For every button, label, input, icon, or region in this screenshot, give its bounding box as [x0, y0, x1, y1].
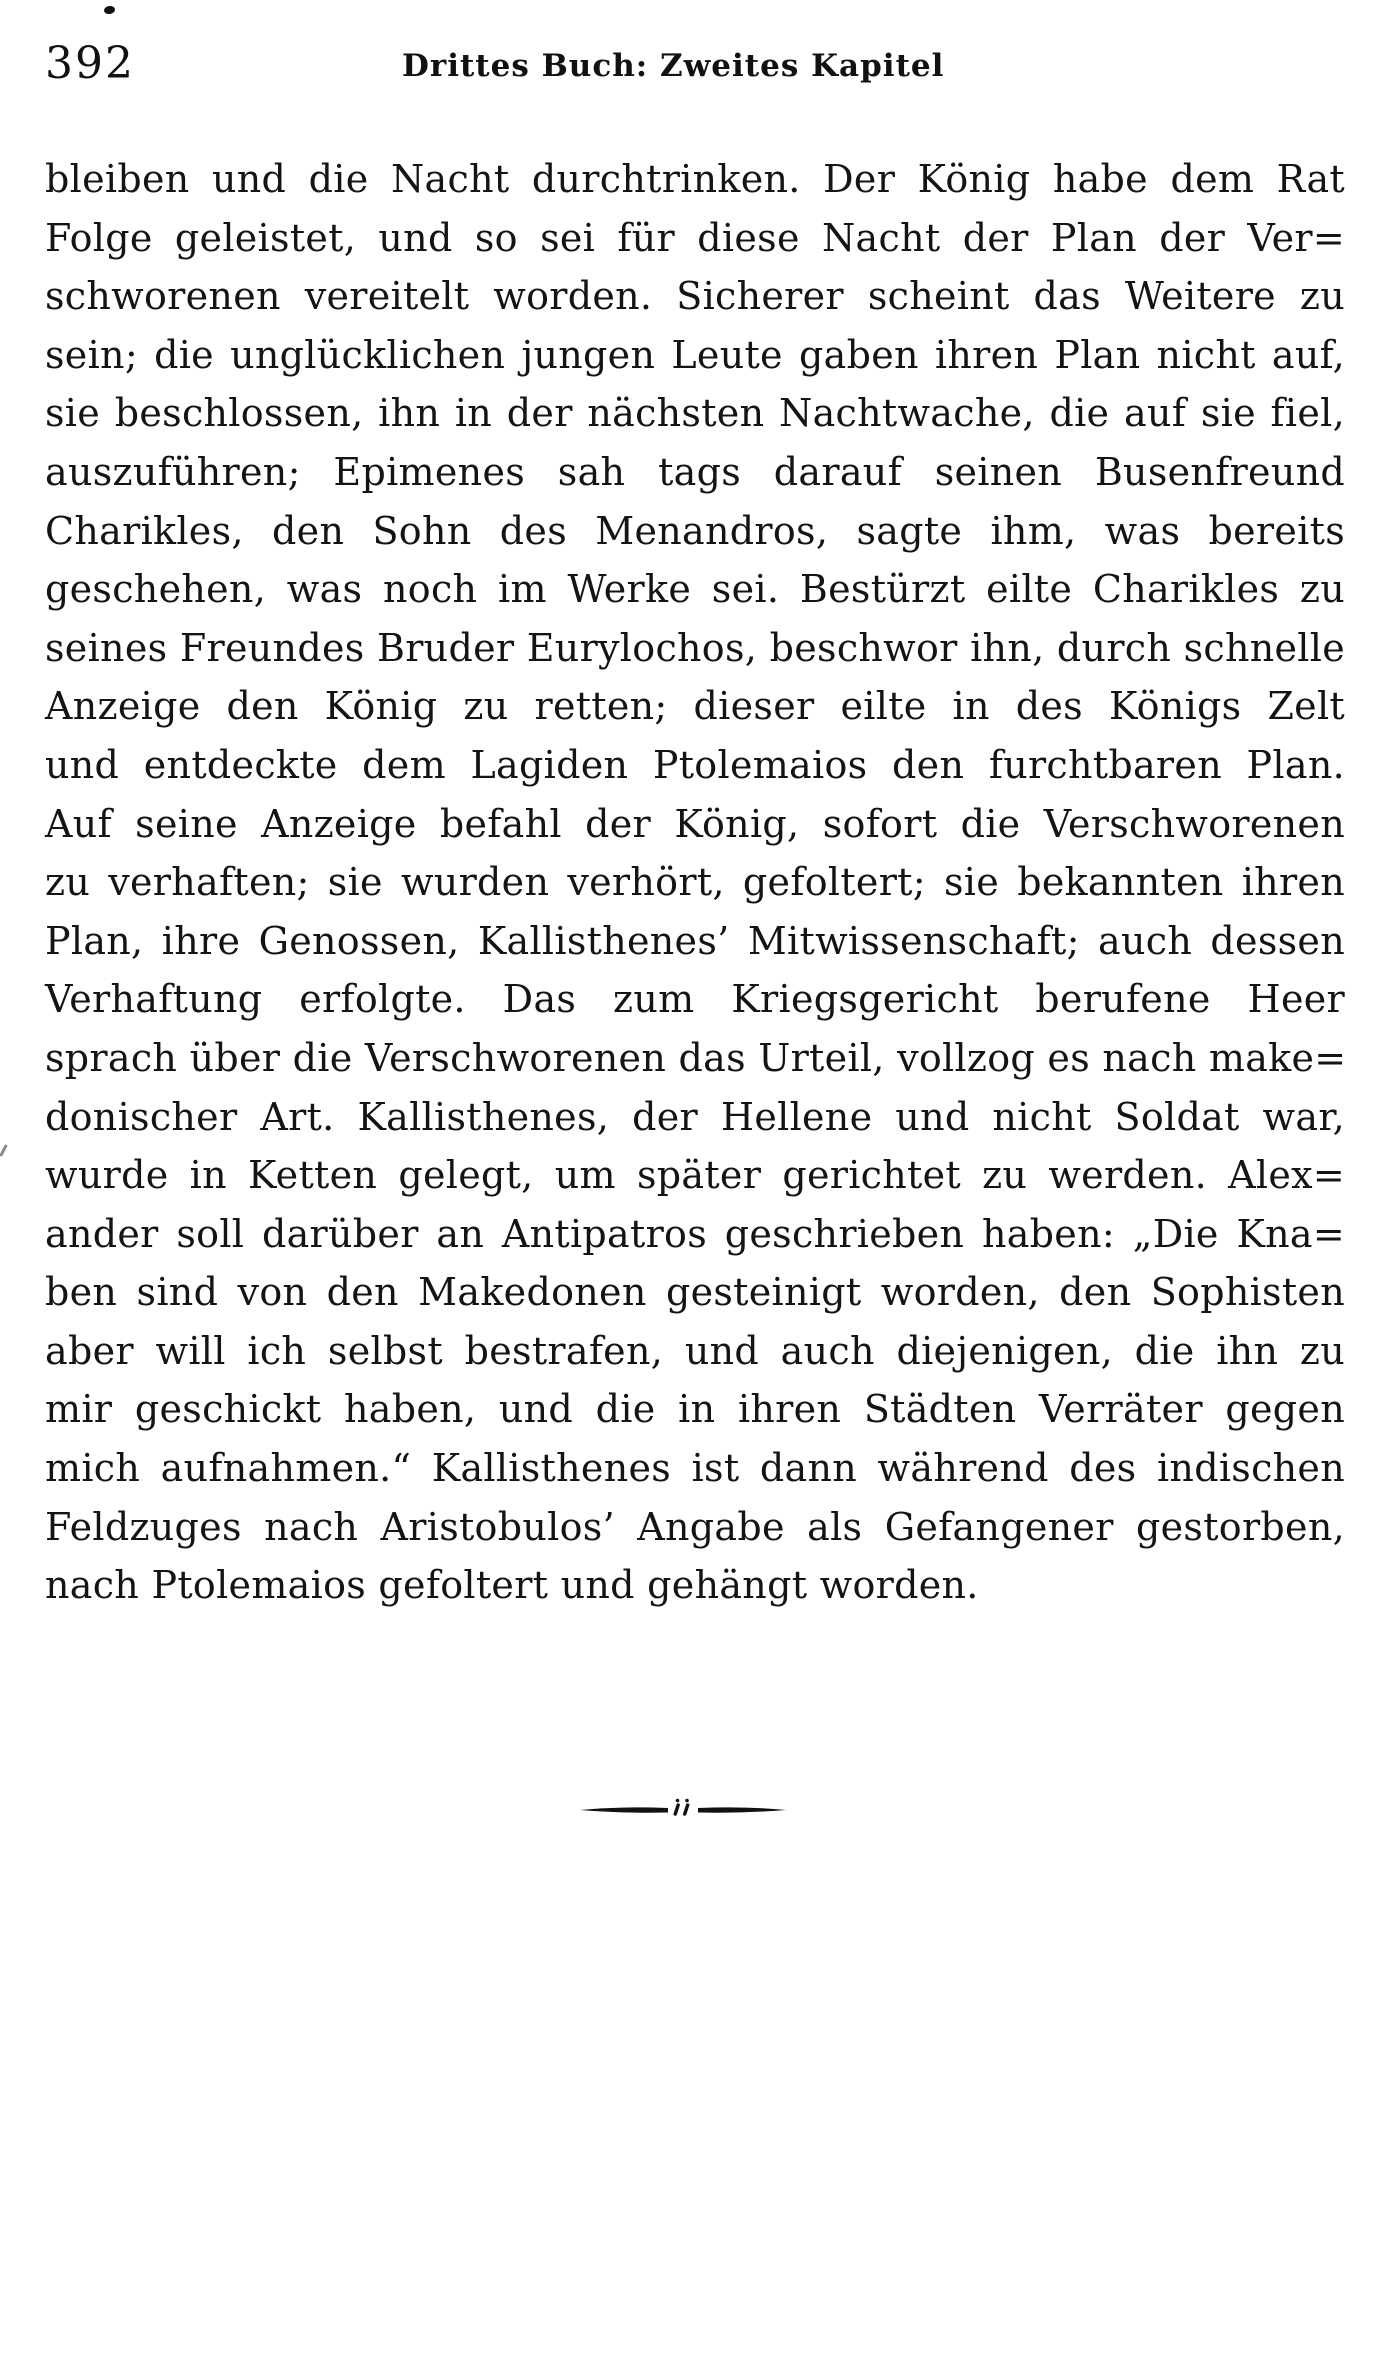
- section-divider-ornament: [578, 1796, 788, 1822]
- text-line: Auf seine Anzeige befahl der König, sofort die Verschworenen: [45, 801, 1345, 846]
- text-line: Feldzuges nach Aristobulos’ Angabe als Gefangener gestorben,: [45, 1504, 1345, 1549]
- text-line: geschehen, was noch im Werke sei. Bestürzt eilte Charikles zu: [45, 567, 1345, 612]
- text-line: ander soll darüber an Antipatros geschrieben haben: „Die Kna=: [45, 1211, 1345, 1256]
- text-line: sie beschlossen, ihn in der nächsten Nachtwache, die auf sie fiel,: [45, 391, 1345, 436]
- running-header: Drittes Buch: Zweites Kapitel: [402, 48, 945, 84]
- text-line: nach Ptolemaios gefoltert und gehängt worden.: [45, 1563, 979, 1608]
- text-line: zu verhaften; sie wurden verhört, gefoltert; sie bekannten ihren: [45, 860, 1345, 905]
- text-line: mir geschickt haben, und die in ihren Städten Verräter gegen: [45, 1387, 1345, 1432]
- text-line: mich aufnahmen.“ Kallisthenes ist dann während des indischen: [45, 1446, 1345, 1491]
- text-line: sein; die unglücklichen jungen Leute gaben ihren Plan nicht auf,: [45, 332, 1345, 377]
- text-line: aber will ich selbst bestrafen, und auch diejenigen, die ihn zu: [45, 1328, 1345, 1373]
- text-line: Plan, ihre Genossen, Kallisthenes’ Mitwissenschaft; auch dessen: [45, 918, 1345, 963]
- text-line: sprach über die Verschworenen das Urteil, vollzog es nach make=: [45, 1035, 1347, 1080]
- ink-speck: [103, 5, 115, 14]
- text-line: Verhaftung erfolgte. Das zum Kriegsgericht berufene Heer: [45, 977, 1345, 1022]
- body-text: [45, 150, 1345, 1615]
- ink-speck: [0, 1144, 8, 1157]
- text-line: seines Freundes Bruder Eurylochos, beschwor ihn, durch schnelle: [45, 625, 1345, 670]
- text-line: Anzeige den König zu retten; dieser eilte in des Königs Zelt: [45, 684, 1345, 729]
- text-line: bleiben und die Nacht durchtrinken. Der König habe dem Rat: [45, 157, 1345, 201]
- text-line: Charikles, den Sohn des Menandros, sagte ihm, was bereits: [45, 508, 1345, 553]
- text-line: und entdeckte dem Lagiden Ptolemaios den furchtbaren Plan.: [45, 742, 1345, 787]
- text-line: Folge geleistet, und so sei für diese Nacht der Plan der Ver=: [45, 215, 1345, 260]
- text-line: wurde in Ketten gelegt, um später gerichtet zu werden. Alex=: [45, 1153, 1345, 1198]
- text-line: auszuführen; Epimenes sah tags darauf seinen Busenfreund: [45, 449, 1345, 494]
- page-number: 392: [45, 38, 135, 89]
- text-line: schworenen vereitelt worden. Sicherer scheint das Weitere zu: [45, 274, 1345, 319]
- text-line: ben sind von den Makedonen gesteinigt worden, den Sophisten: [45, 1270, 1345, 1315]
- text-line: donischer Art. Kallisthenes, der Hellene und nicht Soldat war,: [45, 1094, 1345, 1139]
